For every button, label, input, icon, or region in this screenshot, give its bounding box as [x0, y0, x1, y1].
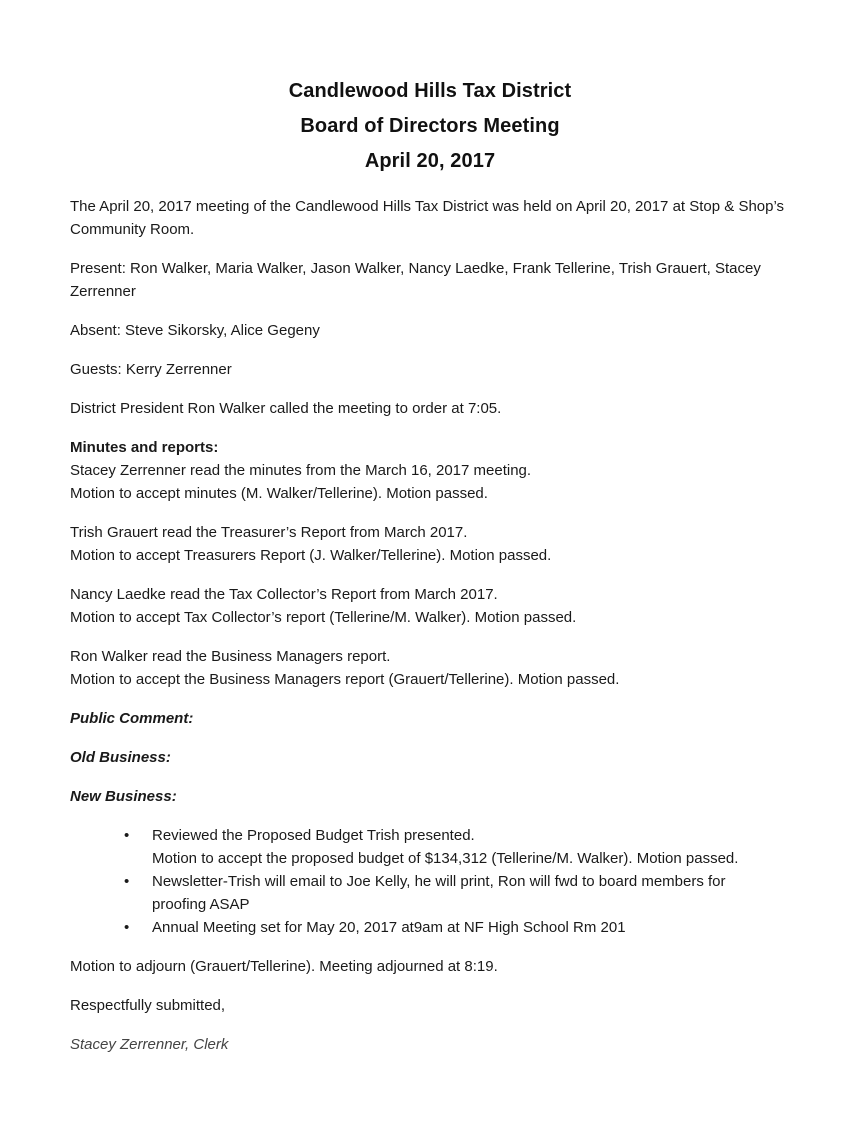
title-meeting: Board of Directors Meeting — [300, 115, 560, 137]
minutes-motion: Motion to accept minutes (M. Walker/Tellerine). Motion passed. — [70, 485, 488, 502]
budget-review: Reviewed the Proposed Budget Trish presented. — [152, 827, 475, 844]
present-list: Present: Ron Walker, Maria Walker, Jason Walker, Nancy Laedke, Frank Tellerine, Trish Grauert, Stacey Zerrenner — [70, 260, 761, 300]
minutes-section — [70, 436, 790, 505]
treasurer-motion: Motion to accept Treasurers Report (J. Walker/Tellerine). Motion passed. — [70, 547, 552, 564]
list-item — [124, 916, 790, 939]
tax-collector-section — [70, 583, 790, 629]
business-manager-section — [70, 645, 790, 691]
budget-motion: Motion to accept the proposed budget of $134,312 (Tellerine/M. Walker). Motion passed. — [152, 850, 739, 867]
public-comment-heading: Public Comment: — [70, 710, 194, 727]
old-business-heading: Old Business: — [70, 749, 171, 766]
document-title — [70, 74, 790, 179]
bullet-icon: • — [124, 919, 130, 936]
bullet-icon: • — [124, 873, 130, 890]
treasurer-read: Trish Grauert read the Treasurer’s Report from March 2017. — [70, 524, 468, 541]
bullet-icon: • — [124, 827, 130, 844]
business-manager-read: Ron Walker read the Business Managers report. — [70, 648, 391, 665]
minutes-read: Stacey Zerrenner read the minutes from the March 16, 2017 meeting. — [70, 462, 532, 479]
newsletter-note: Newsletter-Trish will email to Joe Kelly, he will print, Ron will fwd to board members for — [152, 873, 726, 890]
tax-collector-read: Nancy Laedke read the Tax Collector’s Report from March 2017. — [70, 586, 498, 603]
adjourn-motion: Motion to adjourn (Grauert/Tellerine). Meeting adjourned at 8:19. — [70, 958, 498, 975]
list-item — [124, 824, 790, 870]
minutes-document — [70, 74, 790, 1056]
list-item — [124, 870, 790, 916]
new-business-list — [70, 824, 790, 939]
tax-collector-motion: Motion to accept Tax Collector’s report (Tellerine/M. Walker). Motion passed. — [70, 609, 577, 626]
minutes-heading: Minutes and reports: — [70, 439, 219, 456]
guests-list: Guests: Kerry Zerrenner — [70, 361, 232, 378]
title-date: April 20, 2017 — [364, 150, 496, 172]
absent-list: Absent: Steve Sikorsky, Alice Gegeny — [70, 322, 320, 339]
newsletter-note-cont: proofing ASAP — [152, 896, 250, 913]
closing: Respectfully submitted, — [70, 997, 226, 1014]
annual-meeting-note: Annual Meeting set for May 20, 2017 at9am at NF High School Rm 201 — [152, 919, 626, 936]
call-to-order: District President Ron Walker called the meeting to order at 7:05. — [70, 400, 502, 417]
business-manager-motion: Motion to accept the Business Managers report (Grauert/Tellerine). Motion passed. — [70, 671, 620, 688]
signature: Stacey Zerrenner, Clerk — [70, 1036, 229, 1053]
treasurer-section — [70, 521, 790, 567]
title-district: Candlewood Hills Tax District — [288, 80, 572, 102]
intro-paragraph: The April 20, 2017 meeting of the Candlewood Hills Tax District was held on April 20, 2017 at Stop & Shop’s Community Room. — [70, 198, 785, 238]
new-business-heading: New Business: — [70, 788, 177, 805]
